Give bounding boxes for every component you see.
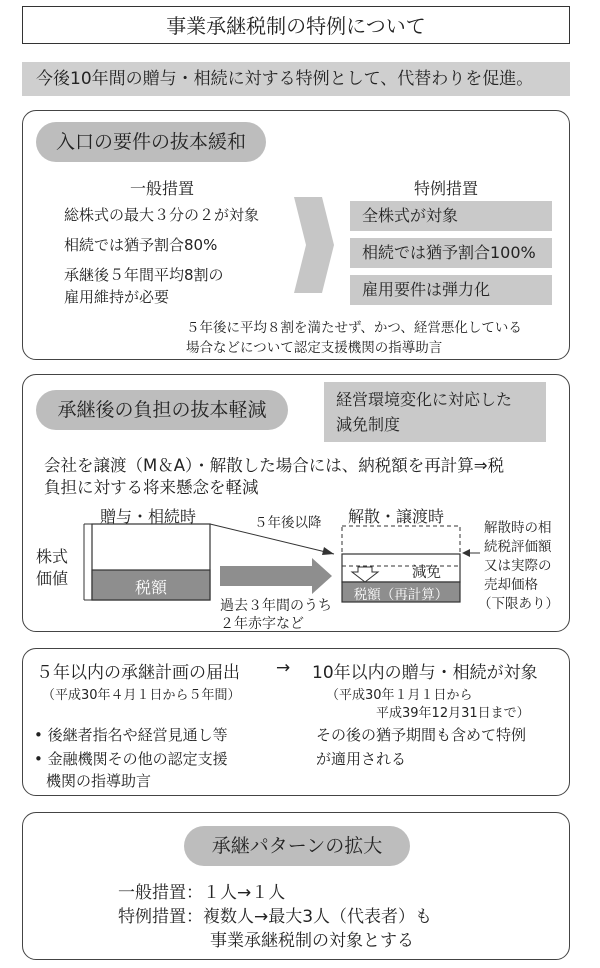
valuation-note-2: 続税評価額 [484,539,552,555]
special-item-2: 相続では猶予割合100% [350,238,552,268]
tax-amount-label: 税額 [134,578,167,597]
bullet-icon: • [34,750,48,768]
section2-desc-line1: 会社を譲渡（M＆A）・解散した場合には、納税額を再計算⇒税 [44,456,505,475]
bullet-item-2 [34,748,228,769]
general-measure-title: 一般措置 [130,179,195,198]
grace-period-note-2: が適用される [316,750,407,768]
dissolution-transfer-time-label: 解散・譲渡時 [348,507,445,526]
stock-value-label-2: 価値 [36,569,69,588]
five-years-later-label: ５年後以降 [254,515,322,531]
bullet-icon: • [34,726,48,744]
reduction-system-box [324,382,546,442]
section2-heading: 承継後の負担の抜本軽減 [36,390,288,430]
valuation-note-4: 売却価格 [484,577,538,593]
reduction-box-line1: 経営環境変化に対応した [336,390,513,409]
special-measure-title: 特例措置 [414,179,479,198]
gift-inheritance-time-label: 贈与・相続時 [100,507,197,526]
plan-filing-heading: ５年以内の承継計画の届出 [36,663,240,683]
ten-year-target-heading: 10年以内の贈与・相続が対象 [312,663,538,683]
general-item-1: 総株式の最大３分の２が対象 [64,206,260,224]
recalculated-tax-label: 税額（再計算） [353,587,449,603]
plan-filing-period: （平成30年４月１日から５年間） [42,688,241,703]
valuation-note-3: 又は実際の [484,558,552,574]
target-period-line1: （平成30年１月１日から [326,688,473,703]
bullet-item-2-cont: 機関の指導助言 [46,772,152,790]
past-deficit-line2: ２年赤字など [220,616,304,632]
general-item-4: 雇用維持が必要 [64,288,170,306]
pattern-line-2: 特例措置：複数人→最大3人（代表者）も [118,907,433,927]
valuation-note-5: （下限あり） [478,596,559,612]
section1-note-line1: ５年後に平均８割を満たせず、かつ、経営悪化している [186,320,522,336]
section2-desc-line2: 負担に対する将来懸念を軽減 [44,478,259,497]
special-item-1: 全株式が対象 [350,201,552,231]
bullet-text-2: 金融機関その他の認定支援 [47,750,228,768]
past-deficit-line1: 過去３年間のうち [220,598,332,614]
bullet-item-1 [34,724,228,745]
valuation-note-1: 解散時の相 [484,520,552,536]
summary-banner: 今後10年間の贈与・相続に対する特例として、代替わりを促進。 [22,62,570,96]
arrow-label: → [276,658,291,678]
special-item-3: 雇用要件は弾力化 [350,275,552,305]
right-chevron-icon [292,195,336,295]
reduction-box-line2: 減免制度 [336,415,401,434]
stock-value-label-1: 株式 [36,547,69,566]
grace-period-note-1: その後の猶予期間も含めて特例 [316,726,527,744]
bullet-text-1: 後継者指名や経営見通し等 [47,726,228,744]
general-item-2: 相続では猶予割合80% [64,236,218,254]
section4-heading: 承継パターンの拡大 [184,826,410,866]
pattern-line-3: 事業承継税制の対象とする [210,931,414,951]
reduction-label: 減免 [412,565,441,581]
section1-heading: 入口の要件の抜本緩和 [36,122,266,162]
page-title: 事業承継税制の特例について [22,6,570,44]
general-item-3: 承継後５年間平均8割の [64,266,224,284]
target-period-line2: 平成39年12月31日まで） [376,706,530,721]
pattern-line-1: 一般措置：１人→１人 [118,883,286,903]
section1-note-line2: 場合などについて認定支援機関の指導助言 [186,340,443,356]
